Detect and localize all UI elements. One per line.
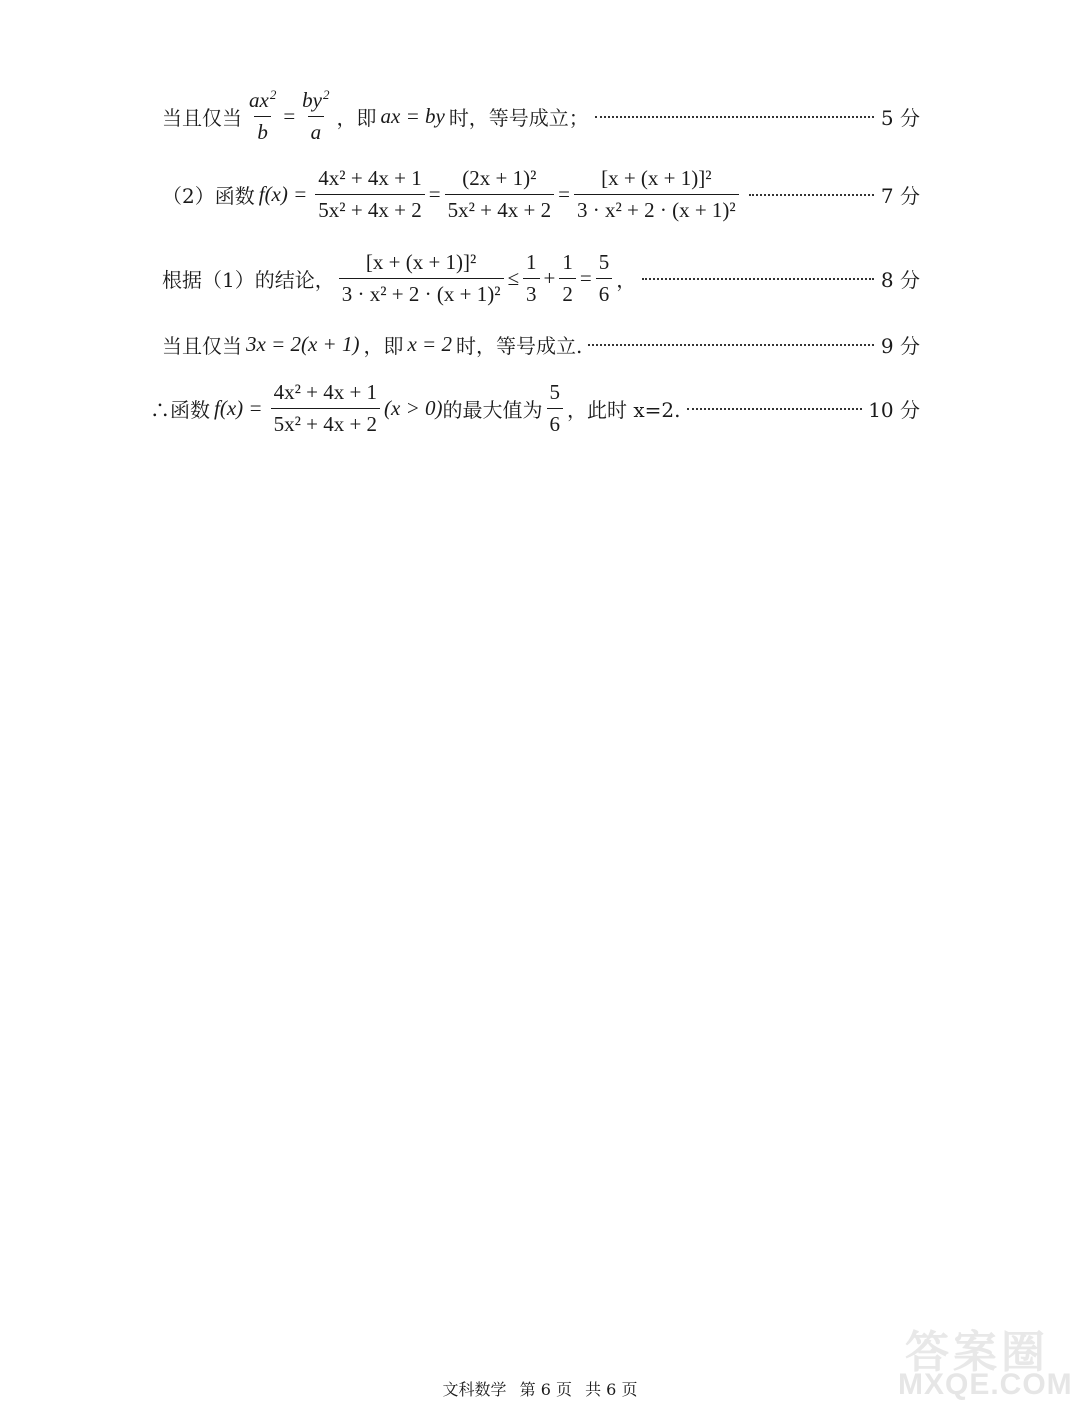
solution-line-5 <box>162 84 920 148</box>
fraction: $\frac{\text{[x + (x + 1)]²}}{\text{3 · x² + 2 · (x + 1)²}}$ <box>339 250 504 307</box>
formula: x = 2 <box>407 331 452 356</box>
line-text: ， <box>616 267 637 292</box>
watermark-logo: 答案圈 <box>905 1327 1049 1378</box>
formula: 3x = 2(x + 1) <box>246 331 360 356</box>
score-label: 8 分 <box>880 267 920 292</box>
fraction: $\frac{\text{4x² + 4x + 1}}{\text{5x² + 4x + 2}}$ <box>315 166 424 223</box>
watermark-url: MXQE.COM <box>898 1368 1073 1401</box>
fraction: $\frac{5}{6}$ <box>547 380 564 437</box>
dotted-leader <box>595 116 874 118</box>
fraction: $\frac{5}{6}$ <box>596 250 613 307</box>
line-text: 当且仅当 <box>162 105 242 130</box>
formula: ax = by <box>380 103 445 128</box>
page-footer <box>0 1377 1080 1400</box>
line-text: ∴函数 <box>150 397 210 422</box>
formula: $\frac{ax^2}{b}$ = $\frac{by^2}{a}$ <box>242 88 337 145</box>
fraction: $\frac{by^2}{a}$ <box>302 86 330 144</box>
line-text: （2）函数 <box>162 183 255 208</box>
score-label: 10 分 <box>868 397 920 422</box>
score-label: 5 分 <box>880 105 920 130</box>
fraction: $\frac{ax^2}{b}$ <box>249 86 277 144</box>
formula <box>543 380 568 437</box>
solution-line-9 <box>162 312 920 376</box>
dotted-leader <box>642 278 874 280</box>
dotted-leader <box>588 344 874 346</box>
fraction: $\frac{\text{[x + (x + 1)]²}}{\text{3 · x² + 2 · (x + 1)²}}$ <box>574 166 739 223</box>
score-label: 9 分 <box>880 333 920 358</box>
solution-line-8 <box>162 246 920 310</box>
fraction: $\frac{1}{3}$ <box>523 250 540 307</box>
fraction: $\frac{1}{2}$ <box>559 250 576 307</box>
line-text: ，即 <box>336 105 377 130</box>
line-text: ，即 <box>363 333 404 358</box>
solution-line-7 <box>162 162 920 226</box>
formula: $\frac{\text{[x + (x + 1)]²}}{\text{3 · x² + 2 · (x + 1)²}}$ ≤ $\frac{1}{3}$ + $\frac{1}{2}$ = $\frac{5}{6}$ <box>335 250 616 307</box>
solution-line-10 <box>150 376 920 440</box>
line-text: 当且仅当 <box>162 333 242 358</box>
footer-page: 第 6 页 <box>519 1380 572 1399</box>
formula: f(x) = $\frac{\text{4x² + 4x + 1}}{\text{5x² + 4x + 2}}$ (x > 0) <box>214 379 443 436</box>
line-text: 根据（1）的结论， <box>162 267 335 292</box>
dotted-leader <box>749 194 874 196</box>
dotted-leader <box>687 408 863 410</box>
line-text: ，此时 x=2. <box>567 397 681 422</box>
formula: f(x) = $\frac{\text{4x² + 4x + 1}}{\text{5x² + 4x + 2}}$ = $\frac{\text{(2x + 1)²}}{\text{5x² + 4x + 2}}$ = $\frac{\text{[x + (x + 1)]²}}{\text{3 · x² + 2 · (x + 1)²}}$ <box>255 166 743 223</box>
footer-subject: 文科数学 <box>442 1380 507 1399</box>
score-label: 7 分 <box>880 183 920 208</box>
footer-total: 共 6 页 <box>585 1380 638 1399</box>
line-text: 时，等号成立. <box>455 333 583 358</box>
line-text: 时，等号成立； <box>448 105 589 130</box>
line-text: 的最大值为 <box>442 397 543 422</box>
fraction: $\frac{\text{4x² + 4x + 1}}{\text{5x² + 4x + 2}}$ <box>271 380 380 437</box>
fraction: $\frac{\text{(2x + 1)²}}{\text{5x² + 4x + 2}}$ <box>445 166 554 223</box>
